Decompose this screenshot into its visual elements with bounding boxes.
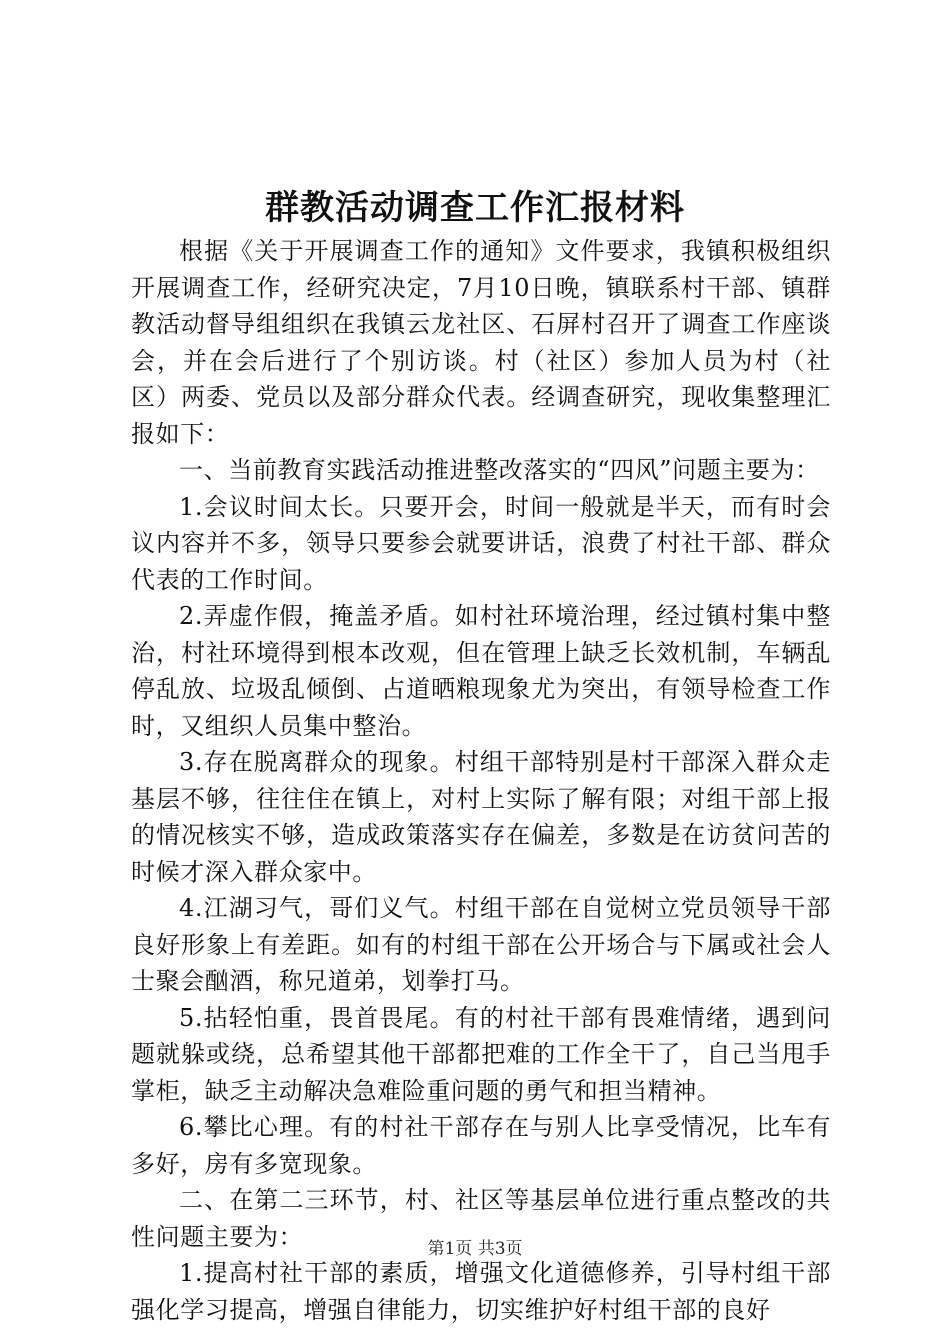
paragraph-section2-item-1: 1.提高村社干部的素质，增强文化道德修养，引导村组干部强化学习提高，增强自律能力，切实维护好村组干部的良好 — [131, 1259, 831, 1324]
paragraph-item-1: 1.会议时间太长。只要开会，时间一般就是半天，而有时会议内容并不多，领导只要参会就要讲话，浪费了村社干部、群众代表的工作时间。 — [131, 492, 831, 594]
page-footer: 第1页 共3页 — [427, 1239, 523, 1259]
section-heading-2: 二、在第二三环节，村、社区等基层单位进行重点整改的共性问题主要为： — [131, 1186, 831, 1251]
document-body — [131, 233, 831, 1328]
paragraph-item-5: 5.拈轻怕重，畏首畏尾。有的村社干部有畏难情绪，遇到问题就躲或绕，总希望其他干部都把难的工作全干了，自己当甩手掌柜，缺乏主动解决急难险重问题的勇气和担当精神。 — [131, 1003, 831, 1105]
paragraph-item-4: 4.江湖习气，哥们义气。村组干部在自觉树立党员领导干部良好形象上有差距。如有的村组干部在公开场合与下属或社会人士聚会酗酒，称兄道弟，划拳打马。 — [131, 894, 831, 995]
document-title: 群教活动调查工作汇报材料 — [265, 188, 685, 228]
paragraph-item-2: 2.弄虚作假，掩盖矛盾。如村社环境治理，经过镇村集中整治，村社环境得到根本改观，但在管理上缺乏长效机制，车辆乱停乱放、垃圾乱倾倒、占道晒粮现象尤为突出，有领导检查工作时，又组织人员集中整治。 — [131, 602, 831, 740]
paragraph-item-6: 6.攀比心理。有的村社干部存在与别人比享受情况，比车有多好，房有多宽现象。 — [131, 1113, 831, 1178]
paragraph-intro: 根据《关于开展调查工作的通知》文件要求，我镇积极组织开展调查工作，经研究决定，7月10日晚，镇联系村干部、镇群教活动督导组组织在我镇云龙社区、石屏村召开了调查工作座谈会，并在会后进行了个别访谈。村（社区）参加人员为村（社区）两委、党员以及部分群众代表。经调查研究，现收集整理汇报如下： — [131, 237, 831, 448]
section-heading-1: 一、当前教育实践活动推进整改落实的“四风”问题主要为： — [179, 456, 820, 484]
paragraph-item-3: 3.存在脱离群众的现象。村组干部特别是村干部深入群众走基层不够，往往住在镇上，对村上实际了解有限；对组干部上报的情况核实不够，造成政策落实存在偏差，多数是在访贫问苦的时候才深入群众家中。 — [131, 748, 831, 886]
